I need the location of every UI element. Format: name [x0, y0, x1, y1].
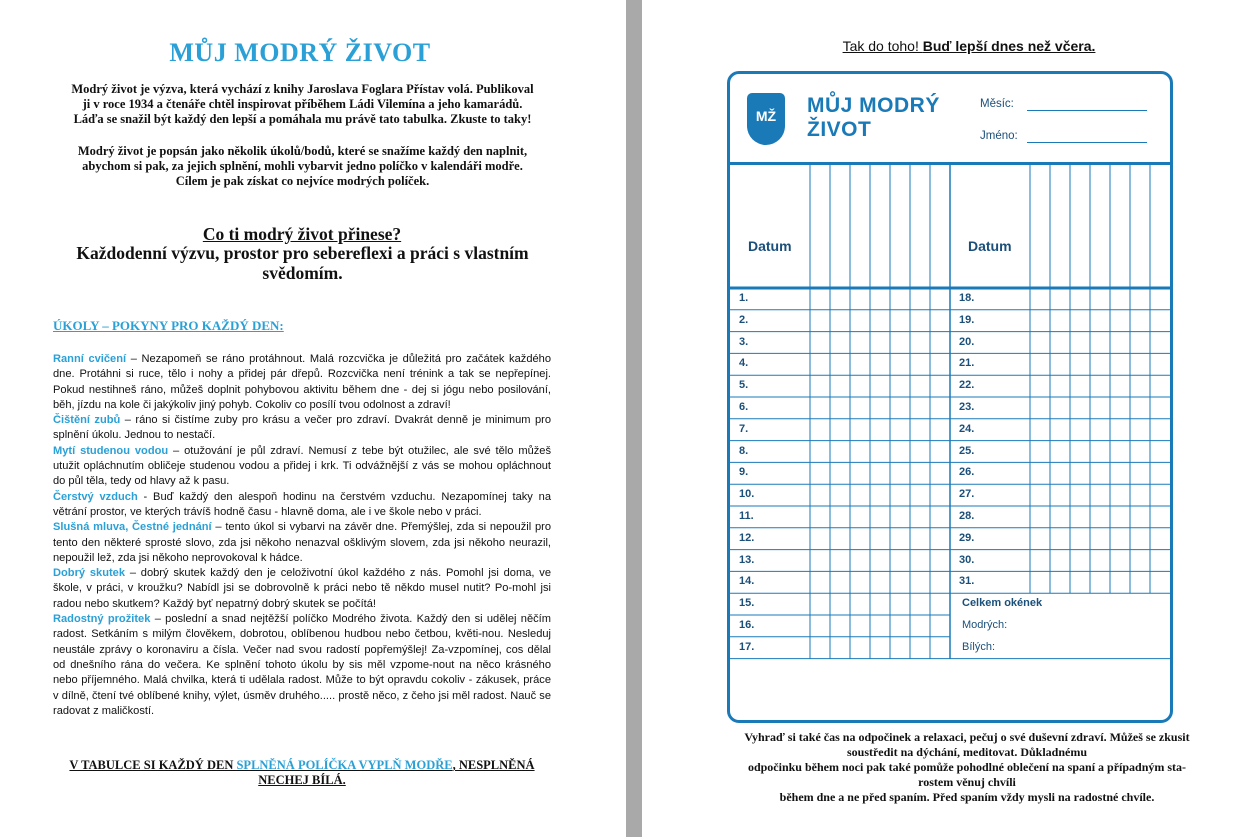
intro-line: Modrý život je výzva, která vychází z knihy Jaroslava Foglara Přístav volá. Publikoval [71, 82, 534, 96]
right-page [642, 0, 1252, 837]
footer-line: odpočinku během noci pak také pomůže pohodlné oblečení na spaní a případným sta- [747, 760, 1187, 774]
day-label: 17. [739, 640, 755, 653]
day-label: 15. [739, 597, 755, 610]
task-item [53, 612, 551, 719]
motto-text-a: Tak do toho! [842, 38, 923, 54]
task-item [53, 413, 551, 444]
task-item [53, 352, 551, 413]
day-label: 10. [739, 488, 755, 501]
day-label: 8. [739, 444, 749, 457]
tasks-heading: ÚKOLY – POKYNY PRO KAŽDÝ DEN: [53, 318, 284, 333]
shield-logo-icon: MŽ [747, 93, 785, 145]
task-name: Radostný prožitek [53, 613, 151, 626]
tasks-list [53, 352, 551, 719]
day-label: 28. [959, 510, 975, 522]
task-text: – tento úkol si vybarvi na závěr dne. Přemýšlej, zda si nepoužil pro tento den některé sprosté slovo, zda jsi někoho nenazval ošklivým slovem, zda jsi někoho neurazil, nepoužil lež, zda jsi někoho neprovokoval k hádce. [53, 521, 551, 564]
task-item [53, 566, 551, 612]
day-label: 30. [959, 553, 975, 566]
task-item [53, 490, 551, 521]
day-label: 25. [959, 444, 975, 457]
brand-line: ŽIVOT [807, 118, 872, 141]
task-name: Slušná mluva, Čestné jednání [53, 521, 212, 534]
footer-line: Vyhraď si také čas na odpočinek a relaxaci, pečuj o své duševní zdraví. Můžeš se zkusit [744, 730, 1190, 744]
datum-header-left: Datum [748, 238, 792, 254]
page-title: MŮJ MODRÝ ŽIVOT [169, 38, 431, 67]
answer-heading: Každodenní výzvu, prostor pro sebereflexi a práci s vlastním svědomím. [76, 243, 529, 283]
name-label: Jméno: [980, 130, 1018, 142]
intro-paragraph-2 [40, 144, 565, 189]
day-label: 31. [959, 575, 975, 588]
day-label: 24. [959, 422, 975, 435]
task-text: – ráno si čistíme zuby pro krásu a večer pro zdraví. Dvakrát denně je minimum pro splnění úkolu. Jednou to nestačí. [53, 414, 551, 442]
day-label: 18. [959, 292, 975, 304]
day-label: 23. [959, 401, 975, 413]
task-item [53, 444, 551, 490]
footer-note [717, 730, 1217, 805]
footer-line: soustředit na dýchání, meditovat. Důkladnému [846, 745, 1088, 759]
day-label: 9. [739, 466, 749, 479]
task-text: – dobrý skutek každý den je celoživotní úkol každého z nás. Pomohl jsi doma, ve škole, v práci, v kroužku? Nabídl jsi se dobrovolně k práci nebo tě někdo musel nutit? Po-mohl jsi radou nebo skutkem? Každý byť nepatrný dobrý skutek se počítá! [53, 567, 551, 610]
calendar-grid [730, 74, 1170, 720]
summary-blue: Modrých: [962, 619, 1008, 631]
day-label: 2. [739, 313, 749, 326]
datum-header-right: Datum [968, 238, 1012, 254]
month-label: Měsíc: [980, 98, 1014, 110]
final-text-a: V TABULCE SI KAŽDÝ DEN [69, 758, 237, 772]
motto [642, 38, 1252, 54]
day-label: 27. [959, 488, 975, 501]
page-gutter [626, 0, 642, 837]
day-label: 16. [739, 619, 755, 631]
day-label: 22. [959, 379, 975, 392]
day-label: 12. [739, 531, 755, 544]
day-label: 13. [739, 553, 755, 566]
motto-text-b: Buď lepší dnes než včera. [922, 38, 1096, 54]
task-name: Čerstvý vzduch [53, 490, 138, 503]
task-text: – otužování je půl zdraví. Nemusí z tebe být otužilec, ale své tělo můžeš utužit opláchnutím obličeje studenou vodou a přidej i krk. Ti odvážnější z vás se mohou opláchnout do půl těla, tedy od hlavy až k pasu. [53, 444, 551, 488]
footer-line: rostem věnuj chvíli [918, 775, 1016, 789]
calendar-card [727, 71, 1173, 723]
brand-line: MŮJ MODRÝ [807, 94, 940, 117]
intro-line: ji v roce 1934 a čtenáře chtěl inspirovat příběhem Ládi Vilemína a jeho kamarádů. [82, 97, 523, 111]
intro-line: Modrý život je popsán jako několik úkolů/bodů, které se snažíme každý den naplnit, [77, 144, 528, 158]
day-label: 1. [739, 292, 749, 304]
task-name: Dobrý skutek [53, 567, 126, 580]
day-label: 26. [959, 466, 975, 479]
task-name: Mytí studenou vodou [53, 444, 169, 457]
day-label: 14. [739, 575, 755, 588]
task-name: Čištění zubů [53, 414, 121, 427]
intro-line: Láďa se snažil být každý den lepší a pomáhala mu právě tato tabulka. Zkuste to taky! [73, 112, 532, 126]
day-label: 11. [739, 510, 754, 522]
day-label: 7. [739, 422, 749, 435]
day-label: 6. [739, 401, 749, 413]
summary-title: Celkem okének [962, 597, 1043, 609]
final-text-b: SPLNĚNÁ POLÍČKA VYPLŇ MODŘE [236, 758, 453, 772]
final-text-c: , NESPLNĚNÁ NECHEJ BÍLÁ. [258, 758, 535, 787]
task-text: – Nezapomeň se ráno protáhnout. Malá rozcvička je důležitá pro začátek každého dne. Protáhni si ruce, tělo i nohy a přidej pár dřepů. Rozcvička není trénink a tak se nepřepínej. Pokud nestihneš ráno, můžeš doplnit pohybovou aktivitu během dne - dej si jógu nebo posilování, běh, jízdu na kole či jakýkoliv jiný pohyb. Cokoliv co posílí tvou odolnost a zdraví! [53, 353, 551, 411]
final-instruction [53, 758, 551, 788]
day-label: 19. [959, 313, 975, 326]
day-label: 3. [739, 335, 749, 348]
task-item [53, 520, 551, 566]
footer-line: během dne a ne před spaním. Před spaním vždy mysli na radostné chvíle. [779, 790, 1155, 804]
day-label: 20. [959, 335, 975, 348]
task-text: - Buď každý den alespoň hodinu na čerstvém vzduchu. Nezapomínej taky na větrání prostor, ve kterých trávíš hodně času - hlavně doma, ale i ve škole nebo v práci. [53, 490, 551, 518]
day-label: 29. [959, 531, 975, 544]
intro-line: Cílem je pak získat co nejvíce modrých políček. [175, 174, 430, 188]
summary-white: Bílých: [962, 641, 996, 653]
task-text: – poslední a snad nejtěžší políčko Modrého života. Každý den si udělej něčím radost. Setkáním s milým člověkem, dobrotou, oblíbenou hudbou nebo četbou, květi-nou. Nesleduj neustále zprávy o koronaviru a čísla. Večer nad svou radostí popřemýšlej! Za-vzpomínej, cos dělal od dnešního rána do večera. Ke splnění tohoto úkolu by sis měl vzpome-nout na něco krásného nebo příjemného. Malá chvilka, která ti udělala radost. Může to být opravdu cokoliv - zákusek, práce v dílně, čtení tvé oblíbené knihy, výlet, úsměv druhého..... prostě něco, z čeho jsi měl radost. Nauč se radovat z maličkostí. [53, 613, 551, 717]
question-heading: Co ti modrý život přinese? [202, 224, 402, 244]
intro-paragraph-1 [40, 82, 565, 127]
day-label: 21. [959, 357, 975, 370]
task-name: Ranní cvičení [53, 353, 127, 365]
day-label: 4. [739, 357, 749, 370]
day-label: 5. [739, 379, 749, 392]
intro-line: abychom si pak, za jejich splnění, mohli vybarvit jedno políčko v kalendáři modře. [82, 159, 523, 173]
